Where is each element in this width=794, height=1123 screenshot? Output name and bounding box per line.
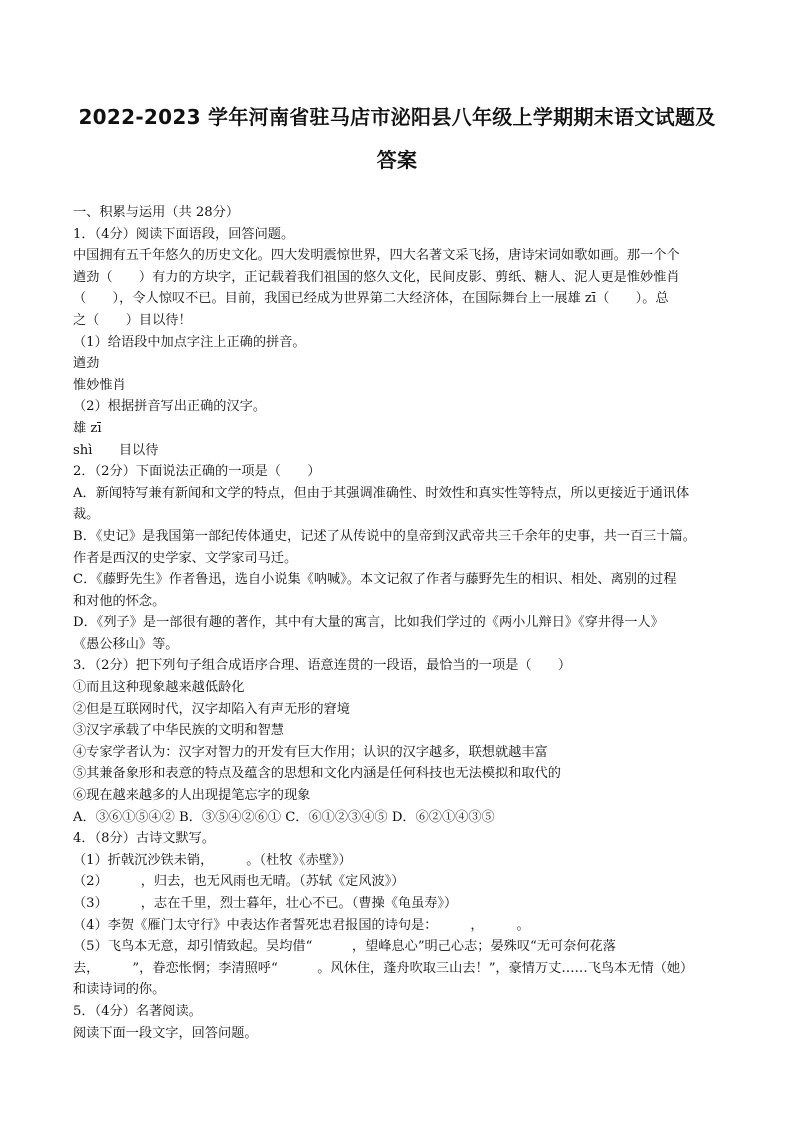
option-line: 作者是西汉的史学家、文学家司马迁。: [73, 550, 298, 566]
sentence-item: ③汉字承载了中华民族的文明和智慧: [73, 723, 284, 739]
sentence-item: ②但是互联网时代，汉字却陷入有声无形的窘境: [73, 701, 350, 717]
passage-line: 遒劲（ ）有力的方块字，正记载着我们祖国的悠久文化，民间皮影、剪纸、糖人、泥人更是惟妙惟肖: [73, 269, 680, 285]
answer-item: shì 目以待: [73, 442, 159, 458]
question-1-stem: 1．（4分）阅读下面语段，回答问题。: [73, 226, 295, 242]
option-line: A．③⑥①⑤④② B．③⑤④②⑥① C．⑥①②③④⑤ D．⑥②①④③⑤: [73, 809, 495, 825]
sub-question: （1）给语段中加点字注上正确的拼音。: [73, 334, 306, 350]
question-5-stem: 5．（4分）名著阅读。: [73, 1003, 202, 1019]
instruction-line: 阅读下面一段文字，回答问题。: [73, 1025, 258, 1041]
sentence-item: ⑤其兼备象形和表意的特点及蕴含的思想和文化内涵是任何科技也无法模拟和取代的: [73, 766, 561, 782]
sub-question: （2）根据拼音写出正确的汉字。: [73, 399, 267, 415]
poem-blank: 去， ”，眷恋怅惘；李清照呼“ 。风休住，蓬舟吹取三山去！”，豪情万丈……飞鸟本无情（她）: [73, 960, 694, 976]
passage-line: 中国拥有五千年悠久的历史文化。四大发明震惊世界，四大名著文采飞扬，唐诗宋词如歌如画。那一个个: [73, 248, 680, 264]
answer-item: 雄 zī: [73, 420, 102, 436]
answer-item: 遒劲: [73, 356, 100, 372]
question-4-stem: 4．（8分）古诗文默写。: [73, 831, 216, 847]
poem-blank: （3） ，志在千里，烈士暮年，壮心不已。（曹操《龟虽寿》）: [73, 896, 458, 911]
question-3-stem: 3．（2分）把下列句子组合成语序合理、语意连贯的一段语，最恰当的一项是（ ）: [73, 658, 572, 674]
sentence-item: ⑥现在越来越多的人出现提笔忘字的现象: [73, 788, 311, 804]
section-heading: 一、积累与运用（共 28分）: [73, 205, 240, 220]
answer-item: 惟妙惟肖: [73, 377, 126, 393]
option-line: C．《藤野先生》作者鲁迅，选自小说集《呐喊》。本文记叙了作者与藤野先生的相识、相处、离别的过程: [73, 572, 677, 588]
poem-blank: 和读诗词的你。: [73, 982, 166, 998]
option-line: 和对他的怀念。: [73, 593, 166, 609]
poem-blank: （1）折戟沉沙铁未销， 。（杜牧《赤壁》）: [73, 852, 352, 868]
passage-line: 之（ ）目以待！: [73, 312, 192, 328]
question-2-stem: 2．（2分）下面说法正确的一项是（ ）: [73, 464, 321, 480]
sentence-item: ①而且这种现象越来越低龄化: [73, 680, 245, 696]
option-line: A．新闻特写兼有新闻和文学的特点，但由于其强调准确性、时效性和真实性等特点，所以更接近于通讯体: [73, 485, 690, 501]
document-title-line-2: 答案: [376, 148, 418, 172]
option-line: B．《史记》是我国第一部纪传体通史，记述了从传说中的皇帝到汉武帝共三千余年的史事，共一百三十篇。: [73, 528, 696, 544]
poem-blank: （4）李贺《雁门太守行》中表达作者誓死忠君报国的诗句是： ， 。: [73, 917, 530, 933]
document-body: [73, 202, 725, 1044]
option-line: D．《列子》是一部很有趣的著作，其中有大量的寓言，比如我们学过的《两小儿辩日》《穿井得一人》: [73, 615, 664, 631]
option-line: 裁。: [73, 507, 100, 523]
passage-line: （ ），令人惊叹不已。目前，我国已经成为世界第二大经济体，在国际舞台上一展雄 zī（ ）。总: [73, 291, 669, 307]
poem-blank: （2） ，归去，也无风雨也无晴。（苏轼《定风波》）: [73, 874, 405, 890]
document-title-line-1: 2022-2023 学年河南省驻马店市泌阳县八年级上学期期末语文试题及: [78, 105, 716, 129]
sentence-item: ④专家学者认为：汉字对智力的开发有巨大作用；认识的汉字越多，联想就越丰富: [73, 744, 548, 760]
option-line: 《愚公移山》等。: [73, 636, 179, 652]
poem-blank: （5）飞鸟本无意，却引情致起。吴均借“ ，望峰息心”明己心志；晏殊叹“无可奈何花落: [73, 939, 616, 955]
